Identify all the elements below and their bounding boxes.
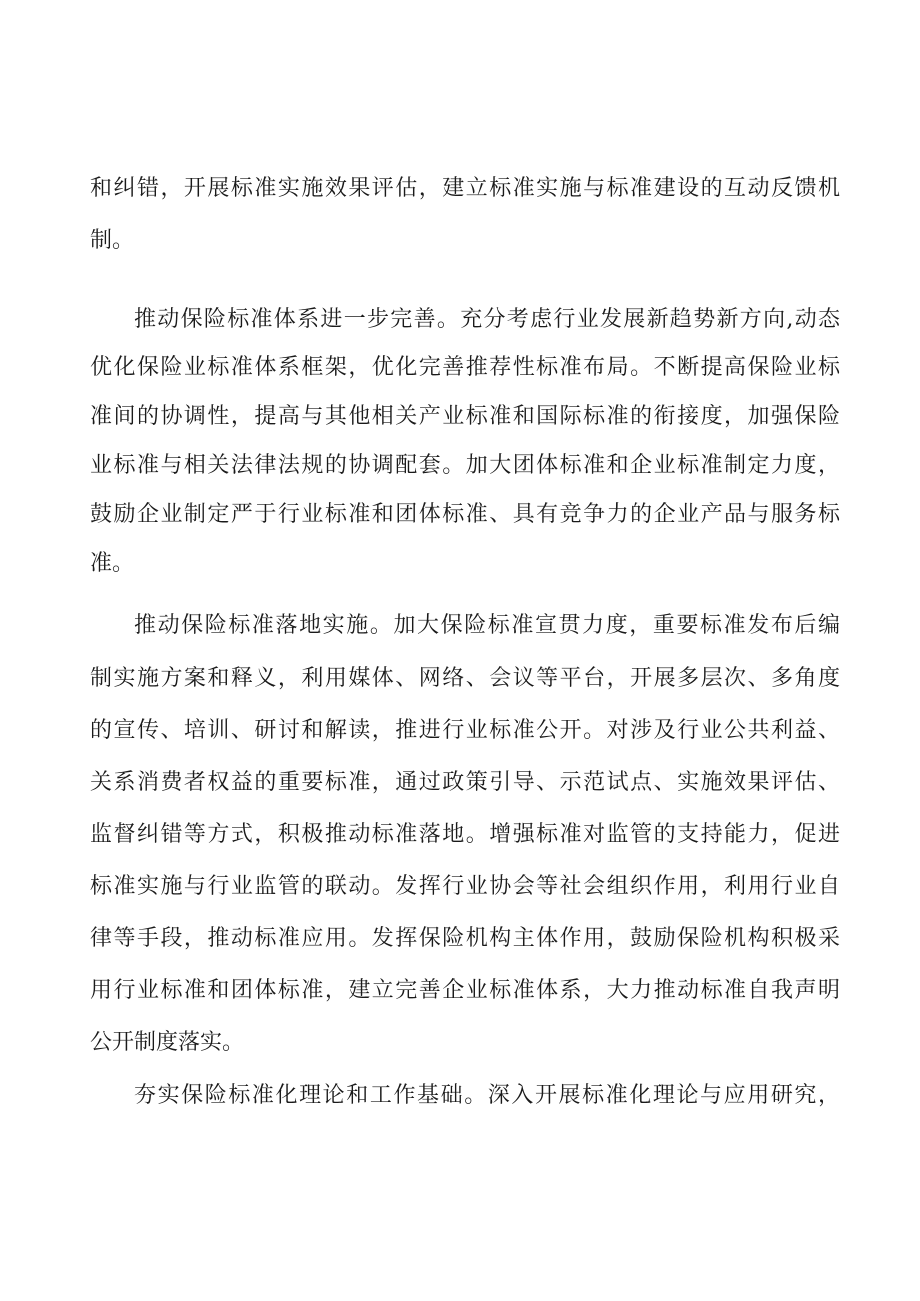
paragraph-first-line: 推动保险标准体系进一步完善。充分考虑行业发展新趋势新方向,动态 — [134, 307, 840, 332]
text-line: 鼓励企业制定严于行业标准和团体标准、具有竞争力的企业产品与服务标 — [90, 502, 840, 527]
text-line: 标准实施与行业监管的联动。发挥行业协会等社会组织作用，利用行业自 — [90, 874, 840, 899]
text-line: 制。 — [90, 228, 135, 253]
text-line: 公开制度落实。 — [90, 1030, 245, 1055]
text-line: 的宣传、培训、研讨和解读，推进行业标准公开。对涉及行业公共利益、 — [90, 718, 840, 743]
text-line: 准。 — [90, 551, 135, 576]
text-line: 律等手段，推动标准应用。发挥保险机构主体作用，鼓励保险机构积极采 — [90, 926, 840, 951]
text-line: 用行业标准和团体标准，建立完善企业标准体系，大力推动标准自我声明 — [90, 978, 840, 1003]
text-line: 制实施方案和释义，利用媒体、网络、会议等平台，开展多层次、多角度 — [90, 666, 840, 691]
paragraph-first-line: 夯实保险标准化理论和工作基础。深入开展标准化理论与应用研究， — [134, 1083, 840, 1108]
text-line: 优化保险业标准体系框架，优化完善推荐性标准布局。不断提高保险业标 — [90, 355, 840, 380]
paragraph-first-line: 推动保险标准落地实施。加大保险标准宣贯力度，重要标准发布后编 — [134, 613, 840, 638]
text-line: 监督纠错等方式，积极推动标准落地。增强标准对监管的支持能力，促进 — [90, 822, 840, 847]
text-line: 业标准与相关法律法规的协调配套。加大团体标准和企业标准制定力度， — [90, 453, 840, 478]
text-line: 和纠错，开展标准实施效果评估，建立标准实施与标准建设的互动反馈机 — [90, 176, 840, 201]
text-line: 关系消费者权益的重要标准，通过政策引导、示范试点、实施效果评估、 — [90, 770, 840, 795]
text-line: 准间的协调性，提高与其他相关产业标准和国际标准的衔接度，加强保险 — [90, 404, 840, 429]
